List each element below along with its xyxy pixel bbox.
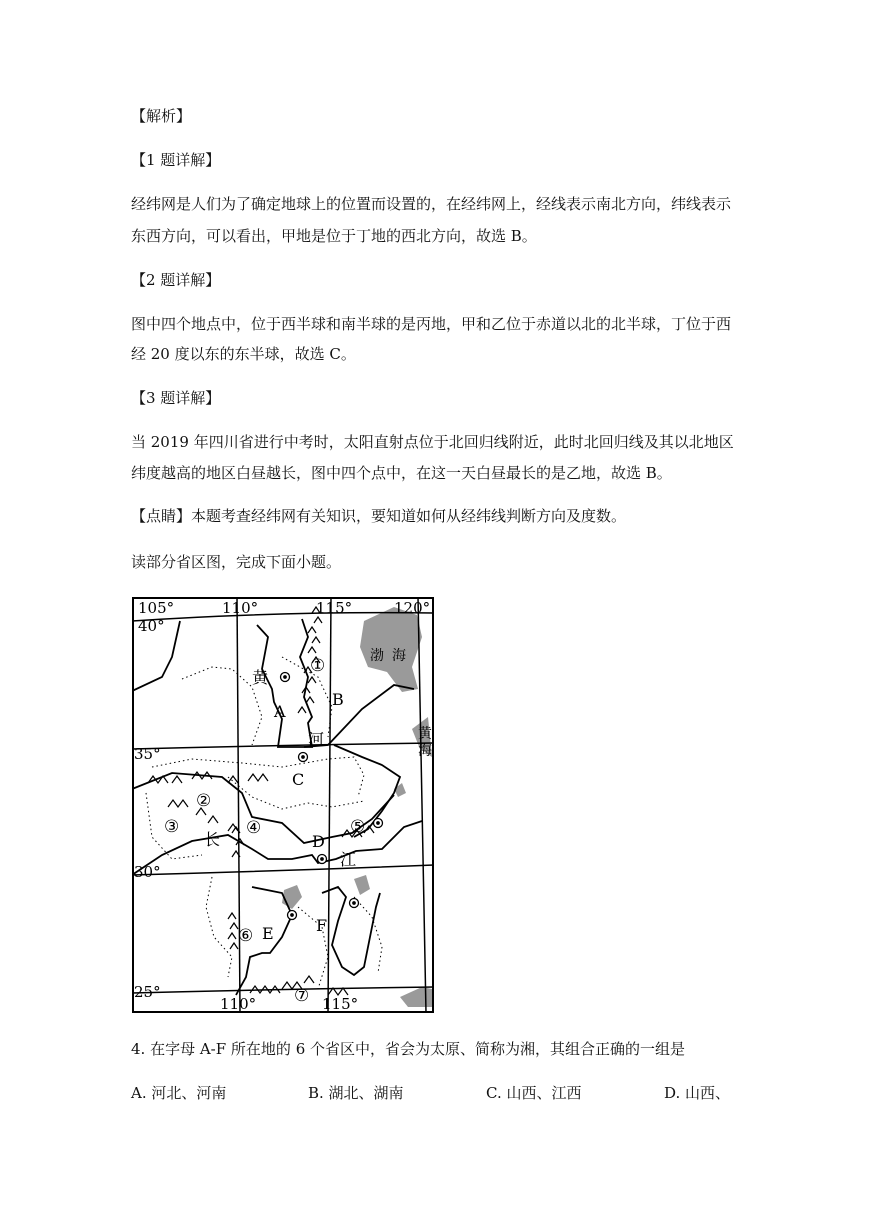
question-4-stem: 4. 在字母 A-F 所在地的 6 个省区中，省会为太原、简称为湘，其组合正确的一组是 (131, 1040, 686, 1058)
map-intro: 读部分省区图，完成下面小题。 (131, 553, 342, 571)
lon-110-label: 110° (222, 599, 259, 617)
sea-label-bo: 渤 (370, 648, 384, 664)
letter-b: B (332, 690, 344, 709)
sea-label-hai-2: 海 (418, 743, 432, 759)
sea-label-hai-1: 海 (392, 648, 406, 664)
river-label-he: 河 (308, 730, 325, 749)
sea-label-huang: 黄 (418, 726, 432, 742)
q1-line-2: 东西方向，可以看出，甲地是位于丁地的西北方向，故选 B。 (131, 227, 537, 245)
river-label-huang: 黄 (252, 668, 269, 687)
letter-e: E (262, 924, 274, 943)
letter-d: D (312, 832, 325, 851)
letter-c: C (292, 770, 305, 789)
letter-a: A (274, 702, 286, 721)
letter-f: F (316, 916, 328, 935)
q2-line-2: 经 20 度以东的东半球，故选 C。 (131, 345, 356, 363)
q3-line-2: 纬度越高的地区白昼越长，图中四个点中，在这一天白昼最长的是乙地，故选 B。 (131, 464, 672, 482)
question-4-options (131, 1082, 771, 1104)
option-c[interactable]: C. 山西、江西 (486, 1084, 582, 1102)
marker-1: ① (310, 656, 326, 676)
option-b[interactable]: B. 湖北、湖南 (308, 1084, 404, 1102)
river-label-jiang: 江 (340, 850, 357, 869)
marker-7: ⑦ (294, 986, 310, 1006)
q2-heading: 【2 题详解】 (131, 271, 221, 289)
option-a[interactable]: A. 河北、河南 (131, 1084, 227, 1102)
lat-35-label: 35° (134, 745, 161, 763)
lon-115-bottom-label: 115° (322, 995, 359, 1013)
q3-heading: 【3 题详解】 (131, 389, 221, 407)
lat-25-label: 25° (134, 983, 161, 1001)
marker-6: ⑥ (238, 926, 254, 946)
lat-30-label: 30° (134, 863, 161, 881)
river-label-chang: 长 (204, 830, 221, 849)
lon-120-label: 120° (394, 599, 431, 617)
marker-5: ⑤ (350, 817, 366, 837)
analysis-label: 【解析】 (131, 107, 192, 125)
lat-40-label: 40° (138, 617, 165, 635)
lon-115-label: 115° (316, 599, 353, 617)
q2-line-1: 图中四个地点中，位于西半球和南半球的是丙地，甲和乙位于赤道以北的北半球，丁位于西 (131, 315, 732, 333)
lon-105-label: 105° (138, 599, 175, 617)
option-d[interactable]: D. 山西、 (664, 1084, 731, 1102)
note: 【点睛】本题考查经纬网有关知识，要知道如何从经纬线判断方向及度数。 (131, 507, 627, 525)
q1-line-1: 经纬网是人们为了确定地球上的位置而设置的，在经纬网上，经线表示南北方向，纬线表示 (131, 195, 732, 213)
province-map (132, 597, 434, 1013)
marker-3: ③ (164, 817, 180, 837)
marker-2: ② (196, 791, 212, 811)
lon-110-bottom-label: 110° (220, 995, 257, 1013)
q1-heading: 【1 题详解】 (131, 151, 221, 169)
marker-4: ④ (246, 818, 262, 838)
q3-line-1: 当 2019 年四川省进行中考时，太阳直射点位于北回归线附近，此时北回归线及其以北地区 (131, 433, 734, 451)
